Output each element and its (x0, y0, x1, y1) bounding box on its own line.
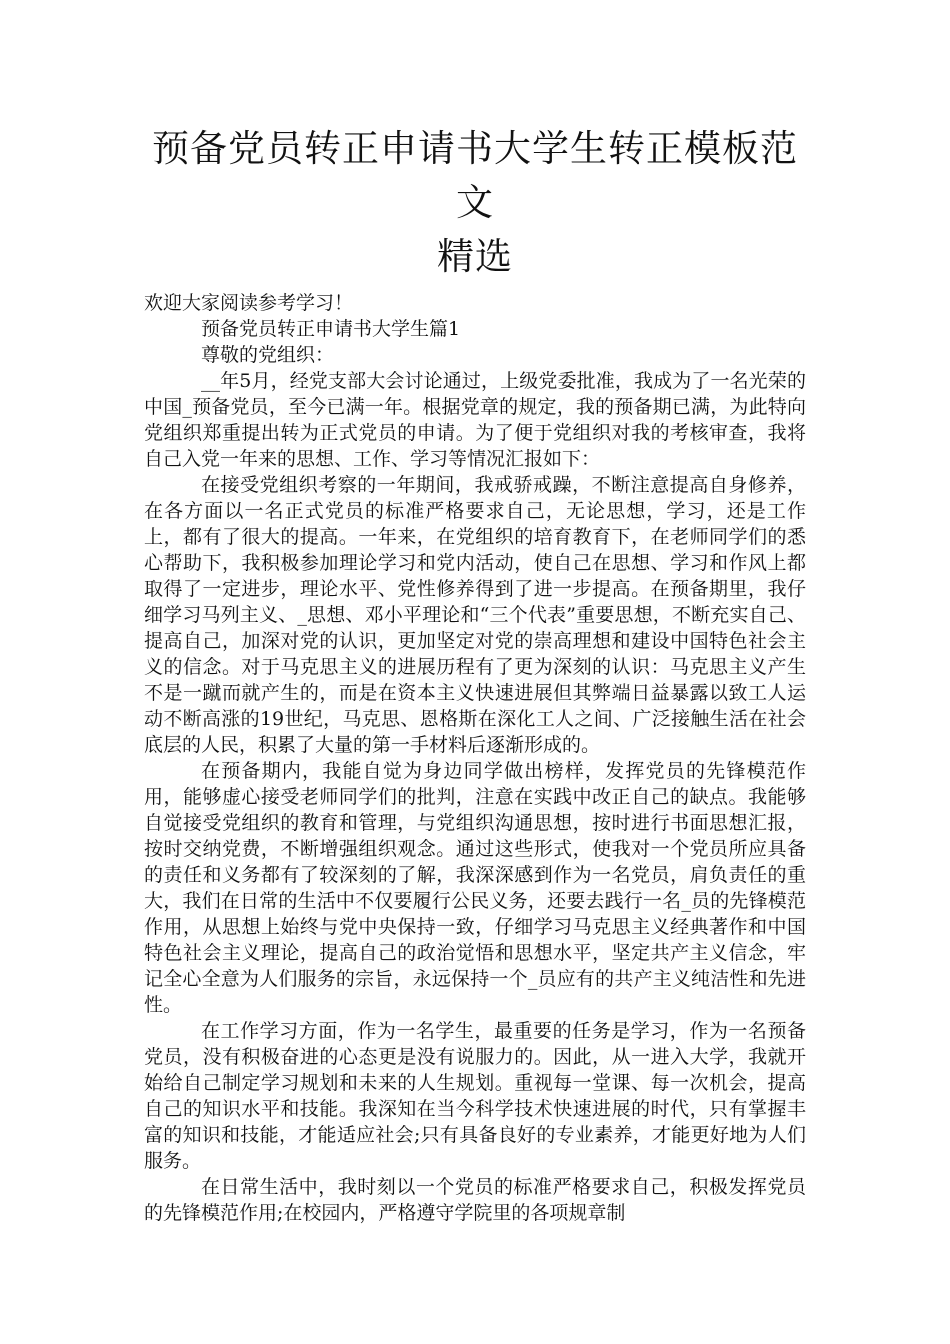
salutation: 尊敬的党组织： (201, 344, 335, 366)
paragraph-1: __年5月，经党支部大会讨论通过，上级党委批准，我成为了一名光荣的中国_预备党员，至今已满一年。根据党章的规定，我的预备期已满，为此特向党组织郑重提出转为正式党员的申请。为了便于党组织对我的考核审查，我将自己入党一年来的思想、工作、学习等情况汇报如下： (144, 370, 806, 470)
section-subtitle: 预备党员转正申请书大学生篇1 (201, 318, 461, 340)
document-title (144, 122, 806, 284)
paragraph-4: 在工作学习方面，作为一名学生，最重要的任务是学习，作为一名预备党员，没有积极奋进的心态更是没有说服力的。因此，从一进入大学，我就开始给自己制定学习规划和未来的人生规划。重视每一堂课、每一次机会，提高自己的知识水平和技能。我深知在当今科学技术快速进展的时代，只有掌握丰富的知识和技能，才能适应社会;只有具备良好的专业素养，才能更好地为人们服务。 (144, 1020, 806, 1172)
paragraph-5: 在日常生活中，我时刻以一个党员的标准严格要求自己，积极发挥党员的先锋模范作用;在校园内，严格遵守学院里的各项规章制 (144, 1176, 806, 1224)
document-page (144, 122, 806, 1226)
paragraph-3: 在预备期内，我能自觉为身边同学做出榜样，发挥党员的先锋模范作用，能够虚心接受老师同学们的批判，注意在实践中改正自己的缺点。我能够自觉接受党组织的教育和管理，与党组织沟通思想，按时进行书面思想汇报，按时交纳党费，不断增强组织观念。通过这些形式，使我对一个党员所应具备的责任和义务都有了较深刻的了解，我深深感到作为一名党员，肩负责任的重大，我们在日常的生活中不仅要履行公民义务，还要去践行一名_员的先锋模范作用，从思想上始终与党中央保持一致，仔细学习马克思主义经典著作和中国特色社会主义理论，提高自己的政治觉悟和思想水平，坚定共产主义信念，牢记全心全意为人们服务的宗旨，永远保持一个_员应有的共产主义纯洁性和先进性。 (144, 760, 806, 1016)
paragraph-2: 在接受党组织考察的一年期间，我戒骄戒躁，不断注意提高自身修养，在各方面以一名正式党员的标准严格要求自己，无论思想，学习，还是工作上，都有了很大的提高。一年来，在党组织的培育教育下，在老师同学们的悉心帮助下，我积极参加理论学习和党内活动，使自己在思想、学习和作风上都取得了一定进步，理论水平、党性修养得到了进一步提高。在预备期里，我仔细学习马列主义、_思想、邓小平理论和“三个代表”重要思想，不断充实自己、提高自己，加深对党的认识，更加坚定对党的崇高理想和建设中国特色社会主义的信念。对于马克思主义的进展历程有了更为深刻的认识：马克思主义产生不是一蹴而就产生的，而是在资本主义快速进展但其弊端日益暴露以致工人运动不断高涨的19世纪，马克思、恩格斯在深化工人之间、广泛接触生活在社会底层的人民，积累了大量的第一手材料后逐渐形成的。 (144, 474, 806, 756)
intro-text: 欢迎大家阅读参考学习！ (144, 292, 354, 314)
title-line-2: 精选 (437, 235, 513, 278)
title-line-1: 预备党员转正申请书大学生转正模板范文 (152, 127, 798, 224)
